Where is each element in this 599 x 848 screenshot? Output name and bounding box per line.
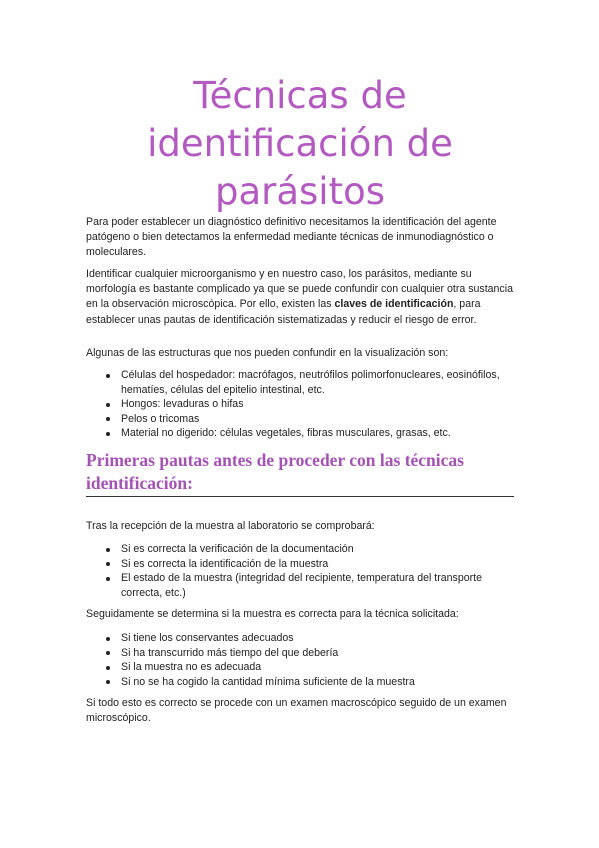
page-title: Técnicas de identificación de parásitos xyxy=(147,74,453,213)
conclusion-paragraph: Si todo esto es correcto se procede con un examen macroscópico seguido de un examen microscópico. xyxy=(86,697,507,725)
technique-intro: Seguidamente se determina si la muestra es correcta para la técnica solicitada: xyxy=(86,608,459,620)
list-item: Si la muestra no es adecuada xyxy=(103,660,515,675)
reception-list xyxy=(103,542,515,600)
technique-list xyxy=(103,631,515,689)
list-item: Si es correcta la identificación de la muestra xyxy=(103,557,515,572)
identification-text-end: , para establecer unas pautas de identificación sistematizadas y reducir el riesgo de error. xyxy=(86,298,481,326)
reception-intro: Tras la recepción de la muestra al laboratorio se comprobará: xyxy=(86,520,375,532)
list-item: El estado de la muestra (integridad del recipiente, temperatura del transporte correcta, etc.) xyxy=(103,571,515,600)
list-item: Si es correcta la verificación de la documentación xyxy=(103,542,515,557)
list-item: Pelos o tricomas xyxy=(103,412,515,427)
identification-keys-term: claves de identificación xyxy=(334,298,454,311)
list-item: Material no digerido: células vegetales, fibras musculares, grasas, etc. xyxy=(103,426,515,441)
list-item: Si no se ha cogido la cantidad mínima suficiente de la muestra xyxy=(103,675,515,690)
intro-paragraph: Para poder establecer un diagnóstico definitivo necesitamos la identificación del agente patógeno o bien detectamos la enfermedad mediante técnicas de inmunodiagnóstico o moleculares. xyxy=(86,216,497,259)
list-item: Hongos: levaduras o hifas xyxy=(103,397,515,412)
identification-text-start: Identificar cualquier microorganismo y en nuestro caso, los parásitos, mediante su morfología es bastante complicado ya que se puede confundir con cualquier otra sustancia en la observación microscópica. Por ello, existen las xyxy=(86,268,513,311)
identification-paragraph xyxy=(86,267,516,328)
confusion-intro: Algunas de las estructuras que nos pueden confundir en la visualización son: xyxy=(86,347,449,359)
confusion-list xyxy=(103,368,515,441)
list-item: Si tiene los conservantes adecuados xyxy=(103,631,515,646)
section-divider xyxy=(86,496,514,497)
list-item: Si ha transcurrido más tiempo del que debería xyxy=(103,646,515,661)
list-item: Células del hospedador: macrófagos, neutrófilos polimorfonucleares, eosinófilos, hematíes, células del epitelio intestinal, etc. xyxy=(103,368,515,397)
section-heading: Primeras pautas antes de proceder con las técnicas identificación: xyxy=(86,450,464,493)
